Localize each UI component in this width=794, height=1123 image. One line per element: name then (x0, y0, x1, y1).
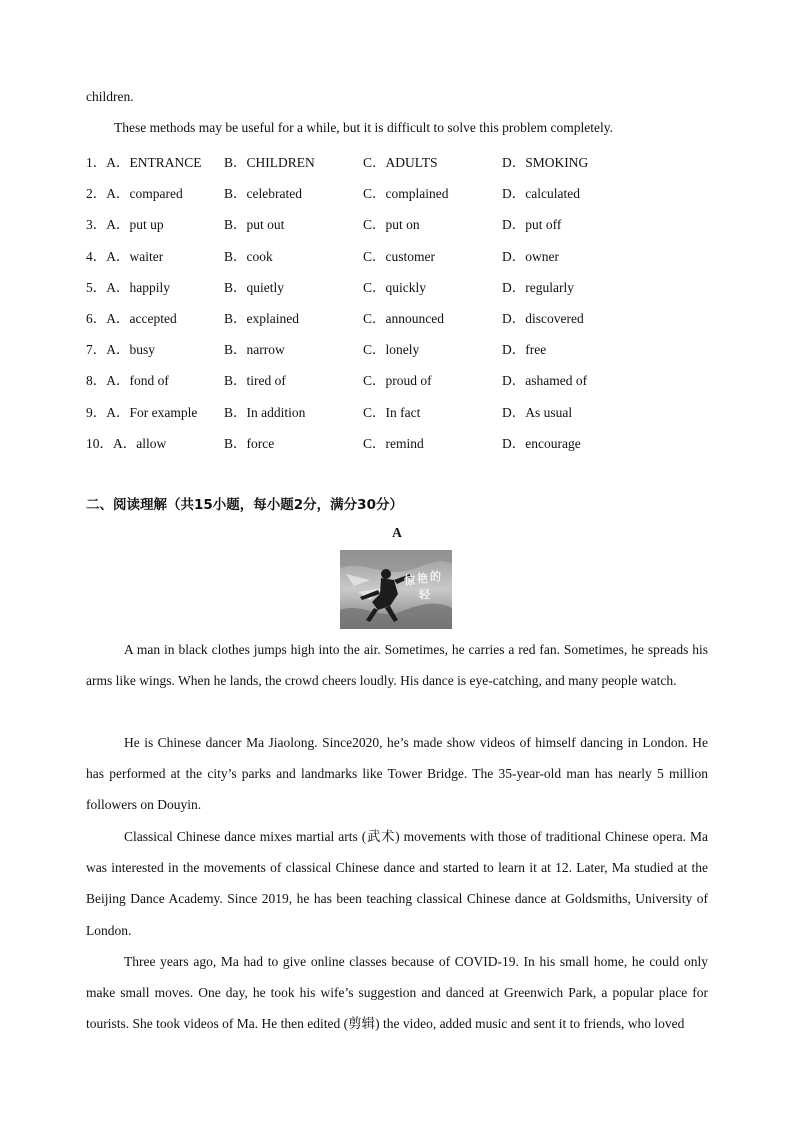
option-a: 7．A．busy (86, 342, 156, 358)
option-a: 3．A．put up (86, 217, 164, 233)
option-b: B．explained (224, 310, 299, 326)
question-row-3 (86, 213, 726, 244)
option-b: B．narrow (224, 342, 285, 358)
dancer-photo (340, 550, 452, 629)
option-c: C．proud of (363, 373, 432, 389)
option-b: B．cook (224, 248, 273, 264)
option-c: C．complained (363, 186, 449, 202)
option-d: D．encourage (502, 435, 581, 451)
option-d: D．discovered (502, 310, 584, 326)
option-d: D．regularly (502, 279, 574, 295)
option-c: C．announced (363, 310, 444, 326)
question-row-10 (86, 432, 726, 463)
option-a: 1．A．ENTRANCE (86, 155, 202, 170)
option-d: D．ashamed of (502, 373, 588, 389)
passage-paragraph-3: Classical Chinese dance mixes martial arts (武术) movements with those of traditional Chinese opera. Ma was interested in the movements of classical Chinese dance and started to learn it at 12. Later, Ma studied at the Beijing Dance Academy. Since 2019, he has been teaching classical Chinese dance at Goldsmiths, University of London. (86, 829, 708, 938)
option-a: 2．A．compared (86, 186, 183, 202)
options-list (86, 151, 726, 463)
option-a: 9．A．For example (86, 404, 198, 420)
question-row-9 (86, 401, 726, 432)
option-a: 6．A．accepted (86, 310, 177, 326)
option-b: B．force (224, 435, 275, 451)
option-b: B．CHILDREN (224, 155, 315, 170)
question-row-6 (86, 307, 726, 338)
photo-caption-char-4: 轻 (419, 588, 430, 601)
option-b: B．celebrated (224, 186, 302, 202)
passage-paragraph-1: A man in black clothes jumps high into the air. Sometimes, he carries a red fan. Sometimes, he spreads his arms like wings. When he lands, the crowd cheers loudly. His dance is eye-catching, and many people watch. (86, 642, 708, 689)
option-d: D．put off (502, 217, 562, 233)
intro-line-2: These methods may be useful for a while, but it is difficult to solve this problem completely. (114, 120, 614, 135)
option-c: C．quickly (363, 279, 426, 295)
section-heading: 二、阅读理解（共15小题，每小题2分，满分30分） (86, 497, 403, 513)
option-c: C．remind (363, 435, 424, 451)
option-d: D．calculated (502, 186, 580, 202)
option-d: D．As usual (502, 404, 573, 420)
option-a: 5．A．happily (86, 279, 170, 295)
option-b: B．put out (224, 217, 285, 233)
option-d: D．owner (502, 248, 559, 264)
option-b: B．tired of (224, 373, 286, 389)
photo-caption-char-3: 的 (430, 570, 441, 583)
passage-paragraph-4: Three years ago, Ma had to give online classes because of COVID-19. In his small home, he could only make small moves. One day, he took his wife’s suggestion and danced at Greenwich Park, a popular place for tourists. She took videos of Ma. He then edited (剪辑) the video, added music and sent it to friends, who loved (86, 954, 708, 1032)
option-c: C．In fact (363, 404, 421, 420)
option-c: C．lonely (363, 342, 420, 358)
photo-caption-char-1: 惊 (404, 574, 415, 587)
question-row-7 (86, 338, 726, 369)
option-a: 10．A．allow (86, 435, 167, 451)
photo-caption-char-2: 艳 (417, 572, 428, 585)
option-b: B．In addition (224, 404, 306, 420)
passage-label: A (392, 525, 402, 540)
question-row-8 (86, 369, 726, 400)
option-d: D．free (502, 342, 547, 358)
option-c: C．ADULTS (363, 155, 438, 170)
option-b: B．quietly (224, 279, 284, 295)
option-c: C．put on (363, 217, 420, 233)
option-a: 8．A．fond of (86, 373, 169, 389)
option-a: 4．A．waiter (86, 248, 164, 264)
question-row-4 (86, 245, 726, 276)
passage-paragraph-2: He is Chinese dancer Ma Jiaolong. Since2020, he’s made show videos of himself dancing in London. He has performed at the city’s parks and landmarks like Tower Bridge. The 35-year-old man has nearly 5 million followers on Douyin. (86, 735, 708, 813)
question-row-2 (86, 182, 726, 213)
intro-line-1: children. (86, 89, 134, 104)
question-row-5 (86, 276, 726, 307)
question-row-1 (86, 151, 726, 182)
option-c: C．customer (363, 248, 435, 264)
option-d: D．SMOKING (502, 155, 589, 170)
